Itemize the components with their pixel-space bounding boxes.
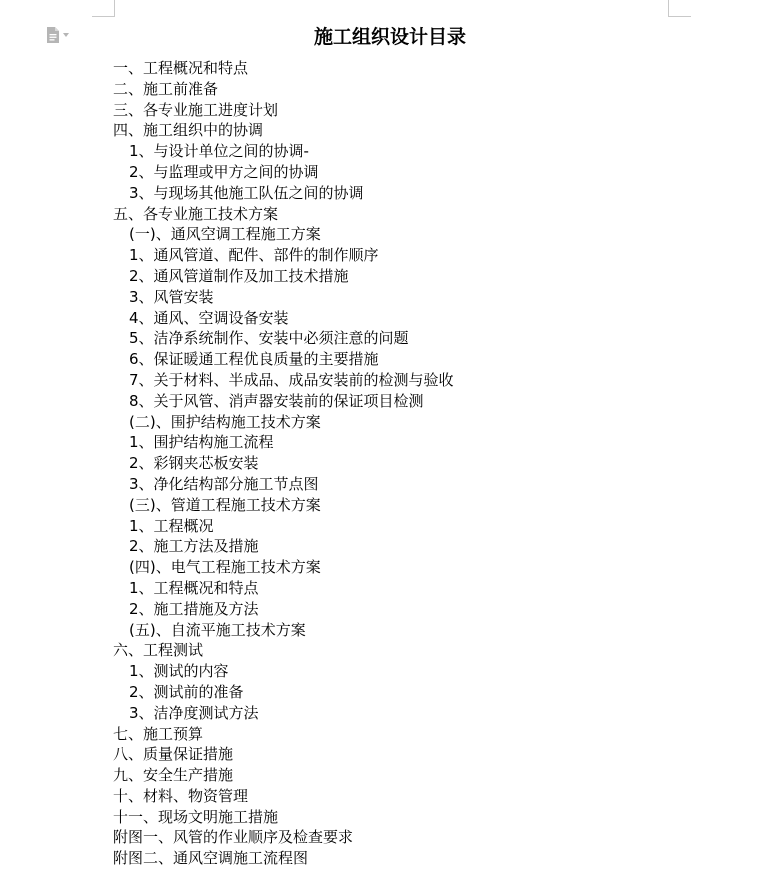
toc-entry: 4、通风、空调设备安装 [129, 308, 289, 327]
toc-entry: (五)、自流平施工技术方案 [129, 620, 306, 639]
toc-entry: 3、与现场其他施工队伍之间的协调 [129, 183, 364, 202]
toc-entry: 十、材料、物资管理 [113, 786, 249, 805]
toc-entry: 十一、现场文明施工措施 [113, 807, 279, 826]
toc-entry: 二、施工前准备 [113, 79, 219, 98]
toc-entry: 2、施工措施及方法 [129, 599, 259, 618]
toc-entry: 6、保证暖通工程优良质量的主要措施 [129, 350, 379, 369]
toc-entry: 三、各专业施工进度计划 [113, 100, 279, 119]
toc-entry: 1、通风管道、配件、部件的制作顺序 [129, 246, 379, 265]
toc-entry: 2、彩钢夹芯板安装 [129, 454, 259, 473]
toc-entry: 1、工程概况和特点 [129, 578, 259, 597]
toc-entry: (二)、围护结构施工技术方案 [129, 412, 321, 431]
toc-entry: 六、工程测试 [113, 641, 204, 660]
toc-entry: 九、安全生产措施 [113, 766, 234, 785]
toc-entry: 7、关于材料、半成品、成品安装前的检测与验收 [129, 370, 454, 389]
toc-entry: 四、施工组织中的协调 [113, 121, 264, 140]
toc-entry: 七、施工预算 [113, 724, 204, 743]
table-of-contents [113, 58, 454, 869]
toc-entry: 1、围护结构施工流程 [129, 433, 274, 452]
toc-entry: 3、风管安装 [129, 287, 214, 306]
toc-entry: 2、与监理或甲方之间的协调 [129, 162, 319, 181]
top-left-margin-mark [92, 0, 115, 17]
document-title: 施工组织设计目录 [313, 26, 466, 48]
toc-entry: (四)、电气工程施工技术方案 [129, 558, 321, 577]
toc-entry: 附图一、风管的作业顺序及检查要求 [113, 828, 354, 847]
toc-entry: 一、工程概况和特点 [113, 59, 249, 77]
toc-entry: 八、质量保证措施 [113, 745, 234, 764]
toc-entry: 2、施工方法及措施 [129, 537, 259, 556]
toc-entry: (三)、管道工程施工技术方案 [129, 495, 321, 514]
toc-entry: 2、通风管道制作及加工技术措施 [129, 266, 349, 285]
toc-entry: 5、洁净系统制作、安装中必须注意的问题 [129, 329, 409, 348]
toc-entry: 1、测试的内容 [129, 662, 229, 681]
toc-entry: 1、与设计单位之间的协调- [129, 142, 309, 161]
toc-entry: 3、洁净度测试方法 [129, 703, 259, 722]
toc-entry: 附图二、通风空调施工流程图 [113, 849, 309, 868]
toc-entry: 2、测试前的准备 [129, 682, 244, 701]
top-right-margin-mark [668, 0, 691, 17]
toc-entry: 3、净化结构部分施工节点图 [129, 474, 319, 493]
toc-entry: 1、工程概况 [129, 516, 214, 535]
toc-entry: 8、关于风管、消声器安装前的保证项目检测 [129, 391, 424, 410]
toc-entry: 五、各专业施工技术方案 [113, 204, 279, 223]
toc-entry: (一)、通风空调工程施工方案 [129, 225, 321, 244]
